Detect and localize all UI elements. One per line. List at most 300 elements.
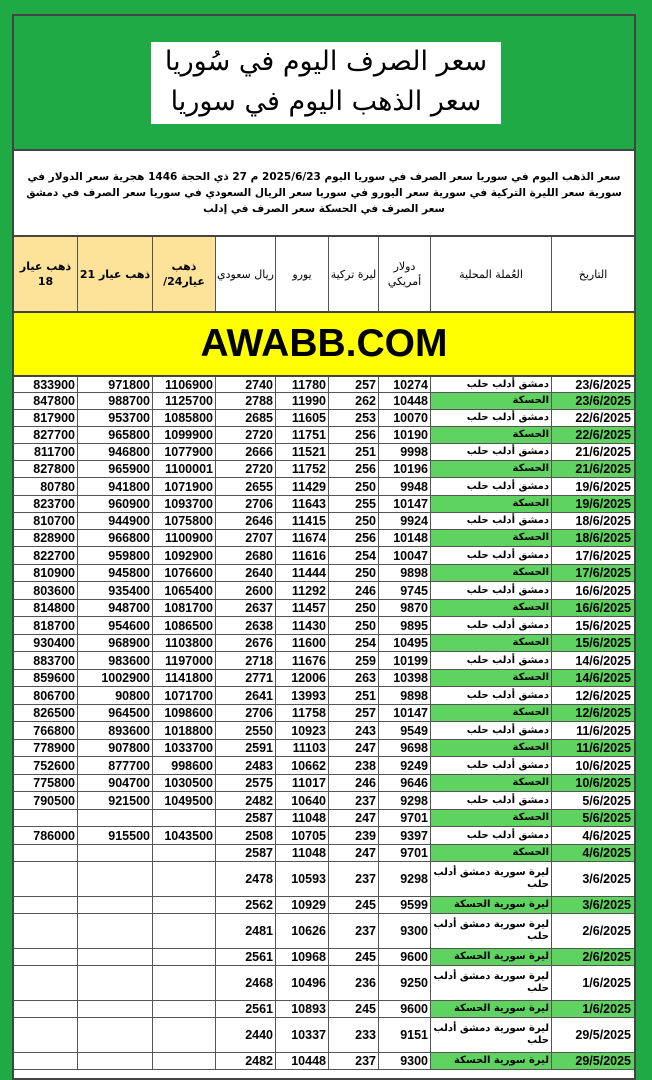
cell-currency: الحسكة [430,845,551,861]
cell-gold-21: 988700 [77,393,152,409]
cell-eur: 11758 [275,705,328,721]
cell-currency: الحسكة [430,393,551,409]
cell-date: 11/6/2025 [551,740,634,756]
cell-usd: 9549 [378,722,430,739]
table-row [14,565,634,582]
table-row [14,670,634,687]
cell-gold-21: 964500 [77,705,152,721]
cell-gold-21 [77,1001,152,1017]
cell-gold-21: 921500 [77,792,152,809]
table-row [14,1018,634,1053]
table-row [14,722,634,740]
table-row [14,897,634,914]
table-row [14,705,634,722]
cell-sar: 2771 [215,670,275,686]
cell-currency: دمشق أدلب حلب [430,757,551,774]
cell-currency: الحسكة [430,740,551,756]
cell-sar: 2600 [215,582,275,599]
cell-gold-24: 1100900 [152,530,215,546]
cell-gold-24 [152,914,215,948]
cell-gold-18 [14,845,77,861]
cell-sar: 2561 [215,949,275,965]
cell-gold-18: 823700 [33,497,75,511]
cell-gold-18: 828900 [33,531,75,545]
header-eur: يورو [275,237,328,311]
cell-gold-21: 965900 [77,461,152,477]
cell-date: 4/6/2025 [551,827,634,844]
table-row [14,427,634,444]
cell-try: 256 [328,427,378,443]
header-date: التاريخ [551,237,634,311]
table-row [14,687,634,705]
cell-gold-24 [152,810,215,826]
cell-date: 14/6/2025 [551,652,634,669]
table-row [14,461,634,478]
cell-eur: 10968 [275,949,328,965]
cell-currency: دمشق أدلب حلب [430,377,551,392]
cell-gold-18: 790500 [33,793,75,808]
cell-sar: 2655 [215,478,275,495]
cell-usd: 9298 [378,862,430,896]
cell-gold-21: 960900 [77,496,152,512]
cell-usd: 10398 [378,670,430,686]
table-row [14,757,634,775]
table-row [14,1053,634,1070]
cell-usd: 10147 [378,496,430,512]
cell-date: 17/6/2025 [551,547,634,564]
cell-usd: 9298 [378,792,430,809]
cell-try: 250 [328,565,378,581]
cell-usd: 10448 [378,393,430,409]
cell-try: 251 [328,687,378,704]
cell-date: 19/6/2025 [551,496,634,512]
table-row [14,377,634,393]
cell-usd: 9701 [378,810,430,826]
cell-gold-18 [14,1001,77,1017]
cell-try: 256 [328,461,378,477]
cell-currency: ليرة سورية الحسكة [430,897,551,913]
cell-gold-18: 806700 [33,688,75,703]
cell-gold-21 [77,845,152,861]
cell-sar: 2561 [215,1001,275,1017]
cell-currency: دمشق أدلب حلب [430,478,551,495]
table-row [14,393,634,410]
cell-gold-21 [77,862,152,896]
cell-currency: دمشق أدلب حلب [430,722,551,739]
cell-usd: 10274 [378,377,430,392]
cell-usd: 9898 [378,687,430,704]
cell-try: 245 [328,1001,378,1017]
cell-sar: 2508 [215,827,275,844]
cell-eur: 11600 [275,635,328,651]
cell-gold-21 [77,949,152,965]
cell-gold-24: 1141800 [152,670,215,686]
cell-try: 251 [328,444,378,460]
table-header [14,237,634,313]
cell-gold-18: 778900 [33,741,75,755]
cell-date: 12/6/2025 [551,687,634,704]
rates-table-body [14,377,634,1070]
cell-usd: 10190 [378,427,430,443]
cell-gold-24 [152,966,215,1000]
cell-eur: 11605 [275,410,328,426]
cell-gold-18: 859600 [33,671,75,685]
cell-gold-24 [152,949,215,965]
cell-gold-24: 1043500 [152,827,215,844]
cell-gold-18 [14,810,77,826]
cell-try: 237 [328,1053,378,1069]
cell-eur: 10640 [275,792,328,809]
table-row [14,740,634,757]
cell-sar: 2740 [215,377,275,392]
cell-date: 1/6/2025 [551,1001,634,1017]
title-box [151,42,501,124]
cell-gold-18: 814800 [33,601,75,615]
cell-try: 259 [328,652,378,669]
table-row [14,966,634,1001]
cell-gold-18: 817900 [33,411,75,425]
cell-gold-21 [77,914,152,948]
cell-try: 245 [328,949,378,965]
cell-usd: 10047 [378,547,430,564]
cell-usd: 9870 [378,600,430,616]
cell-sar: 2562 [215,897,275,913]
cell-date: 2/6/2025 [551,914,634,948]
cell-eur: 11521 [275,444,328,460]
cell-eur: 10496 [275,966,328,1000]
cell-usd: 9300 [378,1053,430,1069]
cell-eur: 10593 [275,862,328,896]
cell-date: 17/6/2025 [551,565,634,581]
cell-sar: 2482 [215,792,275,809]
cell-currency: ليرة سورية دمشق أدلب حلب [430,862,551,896]
table-row [14,827,634,845]
cell-gold-18: 786000 [33,828,75,843]
cell-sar: 2706 [215,705,275,721]
table-row [14,582,634,600]
cell-currency: دمشق أدلب حلب [430,792,551,809]
cell-date: 1/6/2025 [551,966,634,1000]
cell-gold-18: 803600 [33,583,75,598]
cell-try: 245 [328,897,378,913]
cell-gold-24: 1197000 [152,652,215,669]
cell-gold-21: 941800 [77,478,152,495]
cell-sar: 2641 [215,687,275,704]
cell-date: 5/6/2025 [551,810,634,826]
cell-gold-24: 1106900 [152,377,215,392]
cell-gold-24 [152,1053,215,1069]
cell-try: 263 [328,670,378,686]
cell-sar: 2587 [215,845,275,861]
cell-eur: 11430 [275,617,328,634]
cell-eur: 11429 [275,478,328,495]
cell-usd: 9300 [378,914,430,948]
cell-usd: 9646 [378,775,430,791]
cell-usd: 10147 [378,705,430,721]
cell-gold-21: 1002900 [77,670,152,686]
table-row [14,914,634,949]
cell-try: 237 [328,914,378,948]
cell-eur: 10448 [275,1053,328,1069]
cell-sar: 2685 [215,410,275,426]
table-row [14,862,634,897]
cell-eur: 13993 [275,687,328,704]
cell-eur: 10923 [275,722,328,739]
cell-gold-18: 810900 [33,566,75,580]
cell-gold-24: 1071700 [152,687,215,704]
cell-usd: 9924 [378,513,430,529]
cell-gold-18: 883700 [33,653,75,668]
cell-eur: 11752 [275,461,328,477]
header-gold-18: ذهب عيار 18 [14,237,77,311]
cell-gold-24: 1075800 [152,513,215,529]
cell-date: 29/5/2025 [551,1053,634,1069]
cell-date: 14/6/2025 [551,670,634,686]
cell-try: 238 [328,757,378,774]
cell-currency: دمشق أدلب حلب [430,827,551,844]
cell-date: 18/6/2025 [551,513,634,529]
cell-gold-21 [77,966,152,1000]
table-row [14,635,634,652]
cell-date: 16/6/2025 [551,600,634,616]
cell-gold-24 [152,1018,215,1052]
cell-date: 22/6/2025 [551,410,634,426]
cell-try: 250 [328,478,378,495]
cell-gold-24 [152,897,215,913]
cell-eur: 11017 [275,775,328,791]
cell-usd: 9250 [378,966,430,1000]
cell-date: 23/6/2025 [551,377,634,392]
cell-try: 233 [328,1018,378,1052]
table-row [14,600,634,617]
cell-date: 21/6/2025 [551,461,634,477]
cell-sar: 2587 [215,810,275,826]
cell-date: 2/6/2025 [551,949,634,965]
cell-try: 250 [328,617,378,634]
cell-gold-24: 1100001 [152,461,215,477]
cell-gold-21: 90800 [77,687,152,704]
cell-currency: الحسكة [430,427,551,443]
cell-gold-24 [152,845,215,861]
cell-usd: 9698 [378,740,430,756]
cell-usd: 10148 [378,530,430,546]
cell-sar: 2706 [215,496,275,512]
cell-currency: الحسكة [430,530,551,546]
rates-sheet [12,14,636,1080]
cell-usd: 9600 [378,949,430,965]
cell-try: 247 [328,740,378,756]
cell-try: 256 [328,530,378,546]
cell-currency: الحسكة [430,461,551,477]
table-row [14,496,634,513]
cell-try: 237 [328,862,378,896]
cell-sar: 2666 [215,444,275,460]
cell-eur: 11643 [275,496,328,512]
cell-gold-21: 893600 [77,722,152,739]
cell-try: 257 [328,705,378,721]
title-section [14,16,634,151]
table-row [14,478,634,496]
cell-try: 246 [328,775,378,791]
cell-eur: 11444 [275,565,328,581]
cell-eur: 12006 [275,670,328,686]
table-row [14,845,634,862]
cell-gold-24: 1030500 [152,775,215,791]
header-currency: العُملة المحلية [430,237,551,311]
cell-date: 23/6/2025 [551,393,634,409]
table-row [14,513,634,530]
cell-currency: دمشق أدلب حلب [430,652,551,669]
cell-eur: 11751 [275,427,328,443]
cell-eur: 11990 [275,393,328,409]
cell-currency: دمشق أدلب حلب [430,444,551,460]
cell-try: 254 [328,635,378,651]
cell-sar: 2638 [215,617,275,634]
cell-sar: 2481 [215,914,275,948]
cell-gold-18: 833900 [33,377,75,392]
cell-currency: ليرة سورية الحسكة [430,1053,551,1069]
cell-gold-18 [14,862,77,896]
cell-gold-18 [14,1053,77,1069]
cell-currency: ليرة سورية دمشق أدلب حلب [430,966,551,1000]
table-row [14,652,634,670]
cell-try: 246 [328,582,378,599]
cell-currency: ليرة سورية الحسكة [430,1001,551,1017]
cell-gold-21: 877700 [77,757,152,774]
cell-sar: 2550 [215,722,275,739]
table-row [14,1001,634,1018]
cell-sar: 2788 [215,393,275,409]
cell-gold-18: 930400 [33,636,75,650]
cell-try: 247 [328,810,378,826]
cell-gold-21: 904700 [77,775,152,791]
table-row [14,410,634,427]
cell-usd: 9599 [378,897,430,913]
cell-sar: 2478 [215,862,275,896]
header-usd: دولار أمريكي [378,237,430,311]
cell-date: 3/6/2025 [551,897,634,913]
cell-sar: 2483 [215,757,275,774]
cell-date: 29/5/2025 [551,1018,634,1052]
cell-eur: 10929 [275,897,328,913]
cell-currency: الحسكة [430,705,551,721]
cell-sar: 2680 [215,547,275,564]
cell-currency: الحسكة [430,775,551,791]
cell-gold-24: 1099900 [152,427,215,443]
cell-sar: 2720 [215,427,275,443]
cell-gold-24: 1076600 [152,565,215,581]
cell-sar: 2718 [215,652,275,669]
cell-usd: 9998 [378,444,430,460]
cell-gold-21: 946800 [77,444,152,460]
cell-try: 253 [328,410,378,426]
cell-eur: 10626 [275,914,328,948]
cell-eur: 11048 [275,845,328,861]
cell-gold-18: 847800 [33,394,75,408]
cell-gold-24: 1018800 [152,722,215,739]
cell-currency: الحسكة [430,565,551,581]
cell-gold-21: 935400 [77,582,152,599]
cell-gold-21 [77,810,152,826]
intro-paragraph: سعر الذهب اليوم في سوريا سعر الصرف في سوريا اليوم 2025/6/23 م 27 ذي الحجة 1446 هجرية سعر الدولار في سورية سعر الليرة التركية في سورية سعر اليورو في سوريا سعر الريال السعودي في سوريا سعر الصرف في دمشق سعر الصرف في الحسكة سعر الصرف في إدلب [14,151,634,237]
cell-gold-24: 1103800 [152,635,215,651]
cell-gold-21: 915500 [77,827,152,844]
cell-gold-18: 775800 [33,776,75,790]
cell-gold-24: 998600 [152,757,215,774]
cell-gold-18: 766800 [33,723,75,738]
cell-gold-21 [77,897,152,913]
cell-gold-21: 966800 [77,530,152,546]
cell-currency: ليرة سورية دمشق أدلب حلب [430,1018,551,1052]
cell-gold-18: 811700 [33,445,75,459]
cell-eur: 10662 [275,757,328,774]
cell-date: 21/6/2025 [551,444,634,460]
table-row [14,547,634,565]
cell-date: 15/6/2025 [551,617,634,634]
cell-sar: 2640 [215,565,275,581]
cell-gold-21: 971800 [77,377,152,392]
cell-sar: 2646 [215,513,275,529]
cell-gold-21: 954600 [77,617,152,634]
cell-gold-18 [14,914,77,948]
cell-date: 12/6/2025 [551,705,634,721]
cell-gold-21: 944900 [77,513,152,529]
cell-date: 11/6/2025 [551,722,634,739]
cell-usd: 9745 [378,582,430,599]
cell-eur: 11457 [275,600,328,616]
cell-try: 236 [328,966,378,1000]
title-exchange-rate: سعر الصرف اليوم في سُوريا [164,46,488,77]
cell-currency: دمشق أدلب حلب [430,617,551,634]
cell-sar: 2575 [215,775,275,791]
cell-try: 243 [328,722,378,739]
cell-eur: 11048 [275,810,328,826]
table-row [14,949,634,966]
title-gold-price: سعر الذهب اليوم في سوريا [170,86,482,117]
cell-eur: 10337 [275,1018,328,1052]
cell-eur: 11780 [275,377,328,392]
cell-eur: 11676 [275,652,328,669]
cell-gold-18: 752600 [33,758,75,773]
cell-gold-24: 1077900 [152,444,215,460]
cell-try: 250 [328,600,378,616]
cell-gold-18: 827700 [33,428,75,442]
cell-gold-21: 959800 [77,547,152,564]
cell-usd: 9895 [378,617,430,634]
cell-gold-24: 1081700 [152,600,215,616]
header-try: ليرة تركية [328,237,378,311]
cell-currency: ليرة سورية الحسكة [430,949,551,965]
cell-date: 15/6/2025 [551,635,634,651]
cell-currency: دمشق أدلب حلب [430,513,551,529]
cell-sar: 2591 [215,740,275,756]
cell-try: 247 [328,845,378,861]
cell-sar: 2720 [215,461,275,477]
cell-currency: الحسكة [430,635,551,651]
cell-try: 262 [328,393,378,409]
cell-sar: 2676 [215,635,275,651]
cell-currency: الحسكة [430,496,551,512]
cell-currency: الحسكة [430,600,551,616]
cell-date: 18/6/2025 [551,530,634,546]
cell-gold-18: 810700 [33,514,75,528]
cell-gold-24: 1049500 [152,792,215,809]
cell-gold-24: 1065400 [152,582,215,599]
cell-usd: 10495 [378,635,430,651]
cell-eur: 10705 [275,827,328,844]
table-row [14,792,634,810]
cell-gold-24: 1098600 [152,705,215,721]
